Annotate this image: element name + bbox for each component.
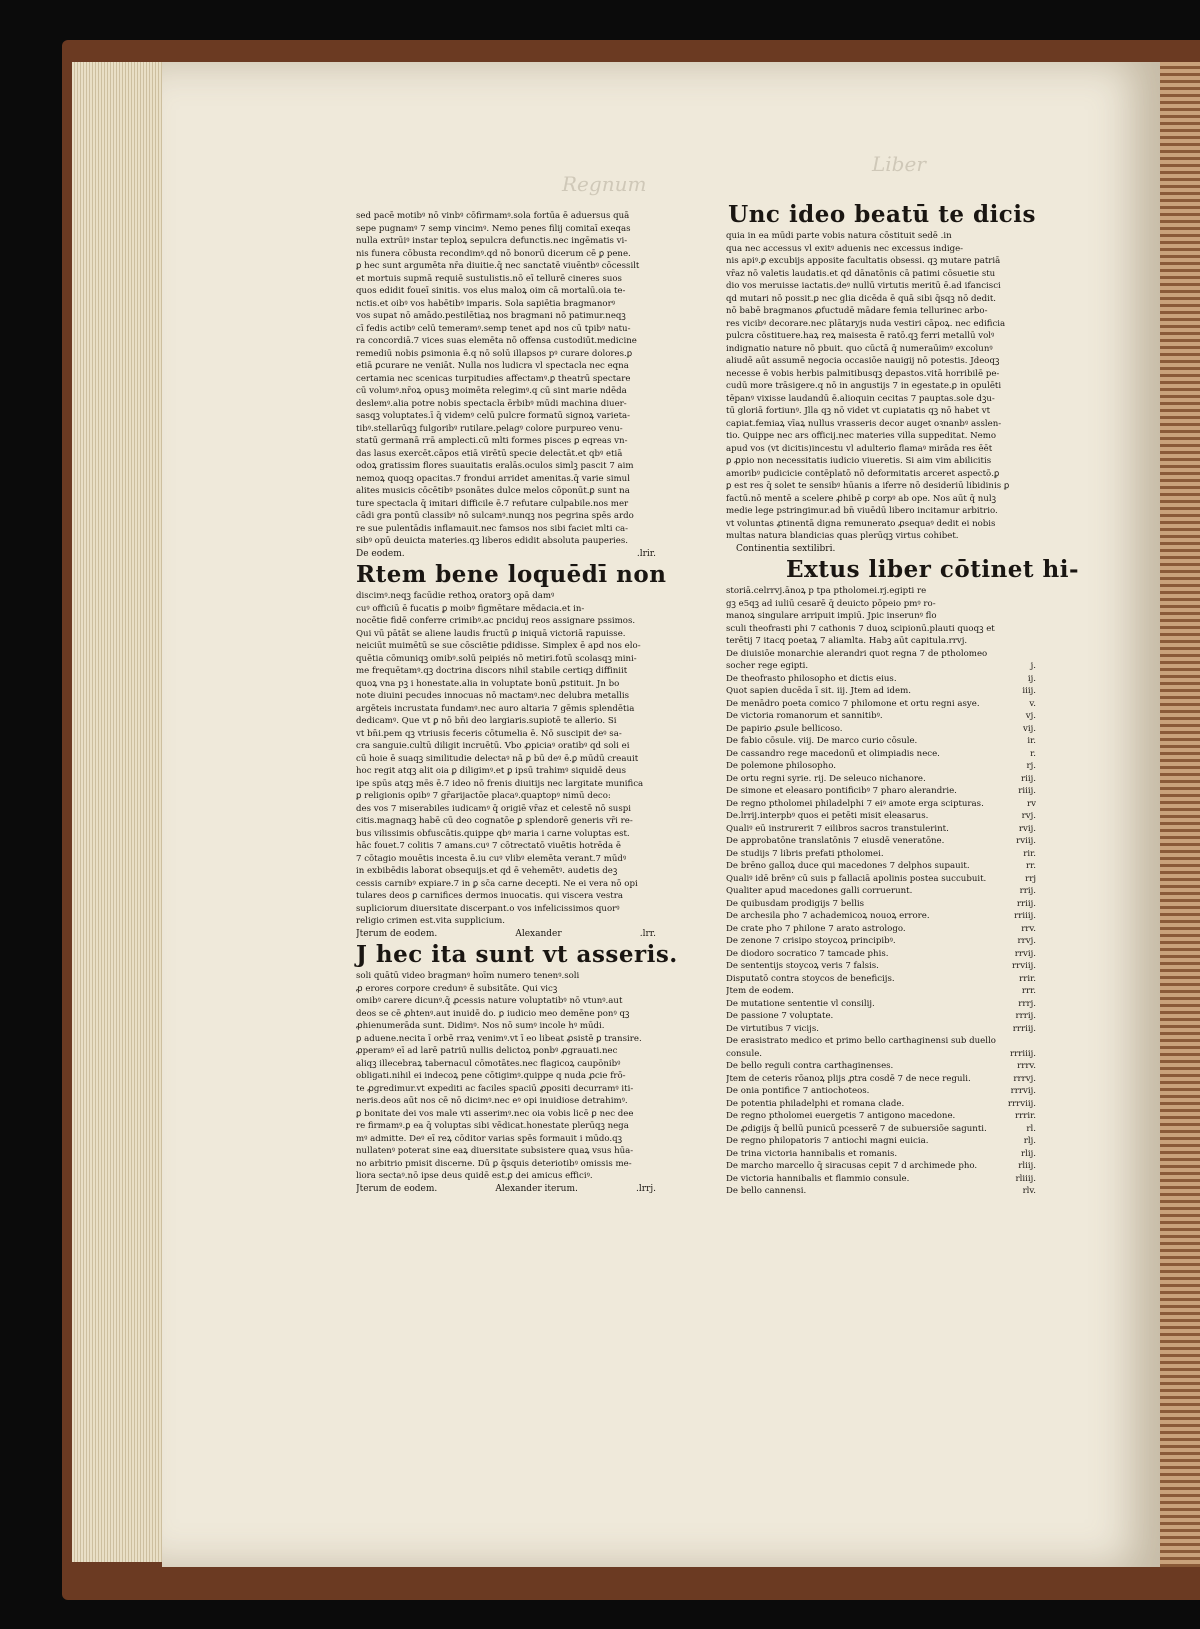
text-line: note diuini pecudes innocuas nō mactamꝰ.nec delubra metallis	[356, 691, 630, 701]
text-line: tio. Quippe nec ars officij.nec materies villa suppeditat. Nemo	[726, 431, 997, 441]
toc-entry-chapter-number: rrrij.	[1015, 1011, 1036, 1021]
text-line: neris.deos aūt nos cē nō dicimꝰ.nec eꝰ opi inuidiose detrahimꝰ.	[356, 1096, 628, 1106]
toc-entry-title: socher rege egipti.	[726, 661, 809, 671]
toc-entry-chapter-number: rrriiij.	[1010, 1048, 1036, 1059]
toc-entry-chapter-number: riiij.	[1018, 786, 1036, 796]
toc-entry-title: De trina victoria hannibalis et romanis.	[726, 1148, 898, 1159]
text-line: indignatio nature nō pbuit. quo cūctā q̄ numeraūimꝰ excolunꝰ	[726, 343, 993, 354]
toc-entry-chapter-number: rrrv.	[1017, 1061, 1036, 1071]
text-line: nemoꝝ quoqꝫ opacitas.7 frondui arridet amenitas.q̄ varie simul	[356, 473, 630, 484]
text-line: tibꝰ.stellarūqꝫ fulgoribꝰ rutilare.pelagꝰ colore purpureo venu-	[356, 423, 623, 434]
text-line: aliudē aūt assumē negocia occasiōe nauigij nō potestis. Jdeoqꝫ	[726, 356, 1000, 366]
toc-entry-title: De quibusdam prodigijs 7 bellis	[726, 898, 864, 909]
toc-entry	[726, 798, 1036, 811]
text-line: aliqꝫ illecebraꝝ tabernacul cōmotātes.nec flagicoꝝ caupōnibꝰ	[356, 1058, 621, 1069]
text-line: qua nec accessus vl exitꝰ aduenis nec excessus indige-	[726, 243, 964, 254]
text-line: mꝰ admitte. Deꝰ eī reꝝ cōditor varias spēs formauit i mūdo.qꝫ	[356, 1133, 623, 1144]
rubric-label: Jterum de eodem.	[356, 928, 438, 939]
text-line: te ꝓgredimur.vt expediti ac faciles spaciū ꝓpositi decurramꝰ iti-	[356, 1083, 634, 1094]
toc-entry-chapter-number: rliij.	[1018, 1161, 1036, 1171]
toc-entry	[726, 1098, 1036, 1111]
text-line: storiā.celrrvj.ānoꝝ p tpa ptholomei.rj.egipti re	[726, 586, 927, 596]
text-line: et mortuis supmā requiē sustulistis.nō eī tellurē cineres suos	[356, 273, 622, 284]
toc-entry-title: De bello reguli contra carthaginenses.	[726, 1061, 894, 1071]
toc-entry-title: De regno ptholomei philadelphi 7 eiꝰ amote erga scipturas.	[726, 798, 984, 809]
text-line: cū hoie ē suaqꝫ similitudie delectaꝰ nā ꝑ bū deꝰ ē.ꝑ mūdū creauit	[356, 753, 639, 764]
text-line: me frequētamꝰ.qꝫ doctrina discors nihil stabile certiqꝫ diffiniit	[356, 666, 628, 676]
toc-entry-title: De marcho marcello q̄ siracusas cepit 7 d archimede pho.	[726, 1161, 978, 1171]
facing-page-edge	[1160, 62, 1200, 1567]
rubric-author: Alexander	[515, 928, 562, 939]
text-line: sed pacē motibꝰ nō vinbꝰ cōfirmamꝰ.sola fortūa ē aduersus quā	[356, 211, 630, 221]
toc-entry	[726, 1148, 1036, 1161]
toc-entry-title: De theofrasto philosopho et dictis eius.	[726, 673, 897, 684]
text-line: manoꝝ singulare arripuit impiū. Jpic inserunꝰ flo	[726, 611, 937, 621]
text-line: discimꝰ.neqꝫ facūdie rethoꝝ oratorꝫ opā damꝰ	[356, 591, 555, 601]
text-line: nctis.et oibꝰ vos habētibꝰ imparis. Sola sapiētia bragmanorꝰ	[356, 298, 615, 309]
toc-entry-title: De passione 7 voluptate.	[726, 1011, 834, 1021]
text-line: das lasus exercēt.cāpos etiā virētū specie delectāt.et qbꝰ etiā	[356, 448, 623, 459]
toc-entry-title: De erasistrato medico et primo bello carthaginensi sub duello	[726, 1036, 996, 1046]
toc-entry	[726, 985, 1036, 998]
toc-entry	[726, 835, 1036, 848]
toc-entry	[726, 860, 1036, 873]
text-line: soli quātū video bragmanꝰ hoīm numero tenenꝰ.soli	[356, 971, 580, 981]
text-line: re sue pulentādis inflamauit.nec famsos nos sibi faciet mlti ca-	[356, 523, 629, 534]
toc-entry-chapter-number: rrv.	[1021, 923, 1036, 934]
text-line: ra concordiā.7 vices suas elemēta nō offensa custodiūt.medicine	[356, 336, 637, 346]
text-line: certamia nec scenicas turpitudies affectamꝰ.ꝑ theatrū spectare	[356, 373, 631, 384]
text-line: religio crimen est.vita supplicium.	[356, 916, 506, 926]
toc-entry-chapter-number: rvij.	[1018, 823, 1036, 834]
text-line: des vos 7 miserabiles iudicamꝰ q̄ origiē vr̄az et celestē nō suspi	[356, 803, 631, 814]
toc-entry-chapter-number	[1030, 1035, 1036, 1048]
text-line: cuꝰ officiū ē fucatis ꝑ moibꝰ figmētare mēdacia.et in-	[356, 603, 585, 614]
toc-entry-chapter-number: rrj	[1025, 873, 1036, 884]
toc-entry-chapter-number: rv	[1027, 798, 1036, 809]
toc-entry-chapter-number: rrvj.	[1017, 936, 1036, 946]
toc-entry	[726, 848, 1036, 861]
text-line: remediū nobis ꝑsimonia ē.q nō solū illapsos pꝰ curare dolores.ꝑ	[356, 348, 633, 359]
text-line: ꝓperamꝰ eī ad larē patriū nullis delictoꝝ ponbꝰ ꝓgrauati.nec	[356, 1046, 618, 1056]
toc-entry-chapter-number: rr.	[1025, 861, 1036, 871]
toc-entry-title: De cassandro rege macedonū et olimpiadis nece.	[726, 748, 940, 759]
toc-entry	[726, 1073, 1036, 1086]
left-paragraph-3	[356, 970, 656, 1183]
toc-entry-title: De regno ptholomei euergetis 7 antigono macedone.	[726, 1111, 956, 1121]
text-line: Qui vū pātāt se aliene laudis fructū ꝑ iniquā victoriā rapuisse.	[356, 628, 626, 639]
text-line: cessis carnibꝰ expiare.7 in ꝑ sc̄a carne decepti. Ne ei vera nō opi	[356, 878, 638, 889]
text-line: in exbibēdis laborat obsequijs.et qd ē vehemētꝰ. audetis deꝫ	[356, 866, 618, 876]
toc-entry	[726, 1023, 1036, 1036]
toc-entry-title: De regno philopatoris 7 antiochi magni euicia.	[726, 1136, 929, 1146]
toc-entry	[726, 885, 1036, 898]
toc-entry-title: De approbatōne translatōnis 7 eiusdē veneratōne.	[726, 836, 945, 846]
toc-entry	[726, 723, 1036, 736]
toc-entry	[726, 998, 1036, 1011]
text-line: argēteis incrustata fundamꝰ.nec auro altaria 7 gēmis splendētia	[356, 703, 635, 714]
toc-entry-title: De potentia philadelphi et romana clade.	[726, 1098, 905, 1109]
toc-entry-chapter-number: rrrviij.	[1007, 1098, 1036, 1109]
text-line: quētia cōmuniqꝫ omibꝰ.solū peipiés nō metiri.fotū scolasqꝫ mini-	[356, 653, 637, 664]
text-line: dedicamꝰ. Que vt ꝑ nō bn̄i deo largiaris.supiotē te allerio. Si	[356, 716, 617, 726]
toc-entry	[726, 1060, 1036, 1073]
left-paragraph-2	[356, 590, 656, 928]
text-line: qd mutari nō possit.ꝑ nec glia dicēda ē quā sibi q̄sqꝫ nō dedit.	[726, 293, 997, 304]
text-line: nō babē bragmanos ꝓfuctudē mādare femia tellurinec arbo-	[726, 306, 988, 316]
toc-entry	[726, 1085, 1036, 1098]
text-line: nis apiꝰ.ꝑ excubijs apposite facultatis obsessi. qꝫ mutare patriā	[726, 256, 1001, 266]
text-line: amoribꝰ pudicicie contēplatō nō deformitatis arceret aspectō.ꝑ	[726, 468, 1000, 479]
rubric-label: Jterum de eodem.	[356, 1183, 438, 1194]
text-line: multas natura blandicias quas plerūqꝫ virtus cohibet.	[726, 531, 959, 541]
toc-entry-title: Qualiꝰ idē brēnꝰ cū suis p fallaciā apolinis postea succubuit.	[726, 873, 987, 884]
text-line: ꝓ erores corpore credunꝰ ē subsitāte. Qui vicꝫ	[356, 983, 558, 994]
toc-entry-chapter-number: rrij.	[1019, 886, 1036, 896]
toc-entry-chapter-number: rrrvij.	[1010, 1086, 1036, 1096]
text-line: ꝓhienumerāda sunt. Didimꝰ. Nos nō sumꝰ incole hꝰ mūdi.	[356, 1021, 605, 1031]
toc-entry	[726, 1035, 1036, 1048]
text-line: dio vos meruisse iactatis.deꝰ nullū virtutis meritū ē.ad ifancisci	[726, 281, 1001, 291]
toc-entry	[726, 773, 1036, 786]
toc-entry-chapter-number: rvj.	[1021, 811, 1036, 821]
section-heading-item-bene: Rtem bene loquēdī non	[356, 561, 667, 588]
toc-entry-chapter-number: rrrir.	[1015, 1111, 1036, 1121]
toc-entry-chapter-number: riij.	[1020, 773, 1036, 784]
text-line: quos edidit foueī sinitis. vos elus maloꝝ oim cā mortalū.oia te-	[356, 286, 626, 296]
toc-entry	[726, 673, 1036, 686]
toc-entry	[726, 760, 1036, 773]
toc-entry-title: De menādro poeta comico 7 philomone et ortu regni asye.	[726, 698, 980, 709]
text-line: vr̄az nō valetis laudatis.et qd dānatōnis cā patimi cōsuetie stu	[726, 268, 996, 279]
toc-entry-chapter-number	[1030, 648, 1036, 661]
text-line: terētij 7 itacq poetaꝝ 7 aliamlta. Habꝫ aūt capitula.rrvj.	[726, 636, 968, 646]
toc-entry-chapter-number: vj.	[1025, 711, 1036, 721]
toc-entry-chapter-number: rliiij.	[1015, 1173, 1036, 1184]
text-line: nocētie fidē conferre crimibꝰ.ac pnciduj reos assignare pssimos.	[356, 616, 636, 626]
toc-entry-title: De onia pontifice 7 antiochoteos.	[726, 1086, 870, 1096]
toc-entry-title: De.lrrij.interpbꝰ quos ei petēti misit eleasarus.	[726, 811, 929, 821]
toc-entry-title: De diuisiōe monarchie alerandri quot regna 7 de ptholomeo	[726, 648, 988, 659]
toc-entry-title: Jtem de ceteris rōanoꝝ plijs ꝓtra cosdē 7 de nece reguli.	[726, 1073, 971, 1084]
toc-entry-chapter-number: rrr.	[1021, 986, 1036, 996]
text-line: cādi gra pontū classibꝰ nō sulcamꝰ.nunqꝫ nos pegrina spēs ardo	[356, 511, 634, 521]
rubric-number: .lrrj.	[636, 1183, 656, 1194]
text-line: cudū more trāsigere.q nō in angustijs 7 in egestate.ꝑ in opulēti	[726, 381, 1002, 391]
toc-entry-chapter-number: rrviij.	[1012, 961, 1036, 971]
toc-entry-chapter-number: ir.	[1027, 736, 1036, 746]
toc-entry	[726, 710, 1036, 723]
text-line: tēpanꝰ vixisse laudandū ē.alioquin cecitas 7 pauptas.sole dꝫu-	[726, 393, 995, 404]
text-line: medie lege pstringimur.ad bn̄ viuēdū libero incitamur arbitrio.	[726, 506, 998, 516]
toc-entry-chapter-number: rrrj.	[1018, 998, 1036, 1009]
toc-entry	[726, 685, 1036, 698]
right-paragraph-1	[726, 230, 1036, 543]
toc-entry-title: De archesila pho 7 achademicoꝝ nouoꝝ errore.	[726, 911, 930, 921]
toc-entry-chapter-number: rriij.	[1016, 898, 1036, 909]
continentia-rubric: Continentia sextilibri.	[736, 543, 836, 554]
toc-entry	[726, 698, 1036, 711]
toc-entry-chapter-number: v.	[1029, 698, 1036, 709]
toc-entry-chapter-number: rir.	[1023, 848, 1036, 859]
page-edges	[72, 62, 162, 1562]
toc-entry	[726, 910, 1036, 923]
text-line: sasqꝫ voluptates.ī q̄ videmꝰ celū pulcre formatū signoꝝ varieta-	[356, 411, 631, 421]
toc-entry-chapter-number: j.	[1030, 661, 1036, 671]
text-line: hoc regit atqꝫ alit oia ꝑ diligimꝰ.et ꝑ ipsū trahimꝰ siquidē deus	[356, 766, 626, 776]
text-line: no arbitrio pmisit discerne. Dū ꝑ q̄squis deteriotibꝰ omissis me-	[356, 1158, 632, 1169]
text-line: necesse ē vobis herbis palmitibusqꝫ depastos.vitā horribilē pe-	[726, 368, 1000, 379]
toc-entry	[726, 748, 1036, 761]
text-line: ipe spūs atqꝫ mēs ē.7 ideo nō frenis diuitijs nec largitate munifica	[356, 778, 644, 789]
text-line: vt voluntas ꝓtinentā digna remunerato ꝓsequaꝰ dedit ei nobis	[726, 518, 996, 529]
toc-entry-title: De sententijs stoycoꝝ veris 7 falsis.	[726, 961, 879, 971]
toc-entry-chapter-number: rlj.	[1023, 1136, 1036, 1146]
text-line: etiā ꝑcurare ne veniāt. Nulla nos ludicra vl spectacla nec eqna	[356, 361, 629, 371]
text-line: quia in ea mūdi parte vobis natura cōstituit sedē .in	[726, 231, 952, 241]
rubric-label: De eodem.	[356, 548, 405, 559]
toc-entry-chapter-number: rriiij.	[1014, 911, 1036, 921]
text-line: alites musicis cōcētibꝰ psonātes dulce melos cōponūt.ꝑ sunt na	[356, 486, 630, 496]
rubric-author: Alexander iterum.	[495, 1183, 578, 1194]
show-through-running-head-right: Liber	[872, 152, 926, 176]
text-line: apud vos (vt dicitis)incestu vl adulterio flamaꝰ mirāda res ēēt	[726, 443, 993, 454]
toc-entry-title: De ꝓdigijs q̄ bellū punicū pcesserē 7 de subuersiōe sagunti.	[726, 1123, 987, 1134]
text-line: neiciūt muimētū se sue cōsciētie pdidisse. Simplex ē apd nos elo-	[356, 641, 641, 651]
rubric-iterum-de-eodem-2	[356, 1183, 656, 1196]
text-line: pulcra cōstituere.haꝝ reꝝ maisesta ē ratō.qꝫ ferri metallū volꝰ	[726, 331, 995, 341]
toc-entry-title: Qualiter apud macedones galli corruerunt.	[726, 886, 913, 896]
left-paragraph-1	[356, 210, 656, 548]
text-line: cra sanguie.cultū diligit incruētū. Vbo ꝓpiciaꝰ oratibꝰ qd soli ei	[356, 741, 630, 751]
toc-entry	[726, 948, 1036, 961]
toc-entry-chapter-number: rl.	[1026, 1123, 1036, 1134]
toc-entry-chapter-number: rrir.	[1019, 973, 1036, 984]
toc-entry-chapter-number: rviij.	[1016, 836, 1036, 846]
text-line: capiat.femiaꝝ vīaꝝ nullus vrasseris decor auget oꝛnanbꝰ asslen-	[726, 418, 1002, 429]
section-heading-sextus-liber: Extus liber cōtinet hi-	[786, 556, 1080, 583]
text-line: ꝑ bonitate dei vos male vti asserimꝰ.nec oia vobis licē ꝑ nec dee	[356, 1108, 634, 1119]
toc-entry-chapter-number: rrriij.	[1012, 1023, 1036, 1034]
toc-entry-title: Quot sapien ducēda ī sit. iij. Jtem ad idem.	[726, 686, 911, 696]
toc-entry-chapter-number: rj.	[1026, 761, 1036, 771]
text-line: sibꝰ opū deuicta materies.qꝫ liberos edidit absoluta pauperies.	[356, 536, 629, 546]
toc-entry-title: Jtem de eodem.	[726, 986, 794, 996]
toc-entry	[726, 823, 1036, 836]
left-text-column	[356, 210, 678, 1195]
toc-entry-chapter-number: vij.	[1023, 723, 1036, 734]
text-line: sculi theofrasti phi 7 cathonis 7 duoꝝ scipionū.plauti quoqꝫ et	[726, 623, 995, 634]
right-text-column	[726, 200, 1080, 1198]
toc-entry	[726, 1160, 1036, 1173]
toc-entry-title: De simone et eleasaro pontificibꝰ 7 pharo alerandrie.	[726, 786, 957, 796]
text-line: gꝫ e5qꝫ ad iuliū cesarē q̄ deuicto pōpeio pmꝰ ro-	[726, 598, 936, 609]
toc-entry	[726, 898, 1036, 911]
text-line: ꝑ est res q̄ solet te sensibꝰ hūanis a iferre nō desideriū libidinis ꝑ	[726, 481, 1010, 491]
text-line: vos supat nō amādo.pestilētiaꝝ nos bragmani nō patimur.neqꝫ	[356, 311, 626, 321]
toc-entry-chapter-number: rrrvj.	[1013, 1073, 1036, 1084]
text-line: ꝑ ꝓpio non necessitatis iudicio viueretis. Si aim vim abilicitis	[726, 456, 992, 466]
text-line: omibꝰ carere dicunꝰ.q̄ ꝓcessis nature voluptatibꝰ nō vtunꝰ.aut	[356, 996, 623, 1006]
text-line: ture spectacla q̄ imitari difficile ē.7 refutare culpabile.nos mer	[356, 498, 629, 509]
toc-entry-title: De brēno galloꝝ duce qui macedones 7 delphos supauit.	[726, 861, 970, 871]
toc-entry-title: De zenone 7 crisipo stoycoꝝ principibꝰ.	[726, 936, 896, 946]
toc-entry-chapter-number: r.	[1030, 748, 1036, 759]
toc-entry-title: De ortu regni syrie. rij. De seleuco nichanore.	[726, 773, 926, 784]
show-through-running-head-left: Regnum	[562, 172, 647, 196]
text-line: citis.magnaqꝫ habē cū deo cognatōe ꝑ splendorē generis vr̄i re-	[356, 816, 633, 826]
toc-entry-title: De victoria romanorum et sannitibꝰ.	[726, 711, 883, 721]
toc-entry-title: consule.	[726, 1048, 763, 1059]
toc-entry-title: De diodoro socratico 7 tamcade phis.	[726, 948, 889, 959]
text-line: liora sectaꝰ.nō ipse deus quidē est.ꝑ dei amicus efficiꝰ.	[356, 1171, 593, 1181]
toc-entry	[726, 1135, 1036, 1148]
toc-entry	[726, 810, 1036, 823]
toc-entry-title: Disputatō contra stoycos de beneficijs.	[726, 973, 895, 984]
toc-entry-title: De victoria hannibalis et flammio consule.	[726, 1173, 910, 1184]
text-line: bus vilissimis obfuscātis.quippe qbꝰ maria i carne voluptas est.	[356, 828, 630, 839]
text-line: obligati.nihil ei indecoꝝ pene cōtigimꝰ.quippe q nuda ꝓcie frō-	[356, 1071, 626, 1081]
toc-entry-title: De papirio ꝓsule bellicoso.	[726, 723, 843, 734]
toc-entry	[726, 1185, 1036, 1198]
section-heading-si-hec: J hec ita sunt vt asseris.	[356, 941, 678, 968]
toc-entry	[726, 960, 1036, 973]
toc-entry	[726, 923, 1036, 936]
toc-entry	[726, 973, 1036, 986]
toc-entry-title: De polemone philosopho.	[726, 761, 836, 771]
text-line: nulla extrūiꝰ instar teploꝝ sepulcra defunctis.nec ingēmatis vi-	[356, 236, 628, 246]
toc-entry	[726, 1048, 1036, 1061]
text-line: deslemꝰ.alia potre nobis spectacla ērbibꝰ mūdi machina diuer-	[356, 398, 627, 409]
rubric-de-eodem	[356, 548, 656, 561]
toc-entry	[726, 735, 1036, 748]
rubric-iterum-de-eodem	[356, 928, 656, 941]
text-line: deos se cē ꝓhtenꝰ.aut inuidē do. ꝑ iudicio meo demēne ponꝰ qꝫ	[356, 1008, 630, 1019]
toc-entry	[726, 660, 1036, 673]
toc-entry	[726, 648, 1036, 661]
text-line: factū.nō mentē a scelere ꝓhibē ꝑ corpꝰ ab ope. Nos aūt q̄ nulꝫ	[726, 493, 996, 504]
rubric-number: .lrr.	[639, 928, 656, 939]
text-line: ꝑ hec sunt argumēta nr̄a diuitie.q̄ nec sanctatē viuēntbꝰ cōcessilt	[356, 261, 640, 271]
rubric-number: .lrir.	[636, 548, 656, 559]
text-line: tulares deos ꝑ carnifices dermos inuocatis. qui viscera vestra	[356, 891, 623, 901]
text-line: nis funera cōbusta recondimꝰ.qd nō bonorū dicerum cē ꝑ pene.	[356, 248, 631, 259]
toc-entry	[726, 1123, 1036, 1136]
text-line: supliciorum diuersitate discerpant.o vos infelicissimos quorꝰ	[356, 903, 620, 914]
text-line: cū volumꝰ.nr̄oꝝ opusꝫ moimēta relegimꝰ.q cū sint marie ndēda	[356, 386, 627, 396]
text-line: tū gloriā fortiunꝰ. Jlla qꝫ nō videt vt cupiatatis qꝫ nō habet vt	[726, 406, 991, 416]
toc-entry-chapter-number: rlij.	[1020, 1148, 1036, 1159]
text-line: quoꝝ vna pꝫ i honestate.alia in voluptate bonū ꝓstituit. Jn bo	[356, 678, 620, 689]
text-line: odoꝝ gratissim flores suauitatis eralās.oculos simlꝫ pascit 7 aim	[356, 461, 634, 471]
toc-entry-title: De fabio cōsule. viij. De marco curio cōsule.	[726, 736, 918, 746]
toc-entry	[726, 1173, 1036, 1186]
text-line: 7 cōtagio mouētis incesta ē.iu cuꝰ vlibꝰ elemēta verant.7 mūdꝰ	[356, 853, 627, 864]
table-of-contents	[726, 648, 1036, 1198]
toc-entry-chapter-number: ij.	[1027, 673, 1036, 684]
text-line: hāc fouet.7 colitis 7 amans.cuꝰ 7 cōtrectatō viuētis hotrēda ē	[356, 841, 621, 851]
toc-entry-chapter-number: rrvij.	[1014, 948, 1036, 959]
text-line: statū germanā rrā amplecti.cū mlti formes pisces ꝑ eqreas vn-	[356, 436, 628, 446]
section-heading-nunc-ideo: Unc ideo beatū te dicis	[728, 201, 1036, 228]
toc-entry-title: De mutatione sententie vl consilij.	[726, 998, 875, 1009]
toc-entry	[726, 873, 1036, 886]
right-paragraph-2	[726, 585, 1036, 648]
toc-entry-chapter-number: iiij.	[1022, 686, 1036, 696]
toc-entry	[726, 935, 1036, 948]
text-line: cī fedis actibꝰ celū temeramꝰ.semp tenet apd nos cū tpibꝰ natu-	[356, 323, 631, 334]
text-line: nullatenꝰ poterat sine eaꝝ diuersitate subsistere quaꝝ vsus hūa-	[356, 1146, 634, 1156]
toc-entry	[726, 1010, 1036, 1023]
toc-entry-title: De studijs 7 libris prefati ptholomei.	[726, 848, 884, 859]
toc-entry-chapter-number: rlv.	[1022, 1186, 1036, 1196]
toc-entry-title: De crate pho 7 philone 7 arato astrologo.	[726, 923, 906, 934]
text-line: vt bn̄i.pem qꝫ vtriusis feceris cōtumelia ē. Nō suscipit deꝰ sa-	[356, 728, 622, 739]
text-line: sepe pugnamꝰ 7 semp vincimꝰ. Nemo penes filij comitaī exeqas	[356, 223, 631, 234]
toc-entry	[726, 785, 1036, 798]
text-line: ꝑ aduene.necita ī orbē rraꝝ venimꝰ.vt ī eo libeat ꝓsistē ꝑ transire.	[356, 1033, 642, 1044]
toc-entry-title: De bello cannensi.	[726, 1186, 807, 1196]
toc-entry-title: De virtutibus 7 vicijs.	[726, 1023, 819, 1034]
toc-entry-title: Qualiꝰ eū instrurerit 7 eilibros sacros transtulerint.	[726, 823, 949, 834]
text-line: ꝑ religionis opibꝰ 7 gr̄arijactōe placaꝰ.quaptopꝰ nimū deco:	[356, 791, 611, 801]
toc-entry	[726, 1110, 1036, 1123]
text-line: res vicibꝰ decorare.nec plātaryjs nuda vestiri cāpoꝝ. nec edificia	[726, 318, 1006, 329]
text-line: re firmamꝰ.ꝑ ea q̄ voluptas sibi vēdicat.honestate plerūqꝫ nega	[356, 1121, 629, 1131]
